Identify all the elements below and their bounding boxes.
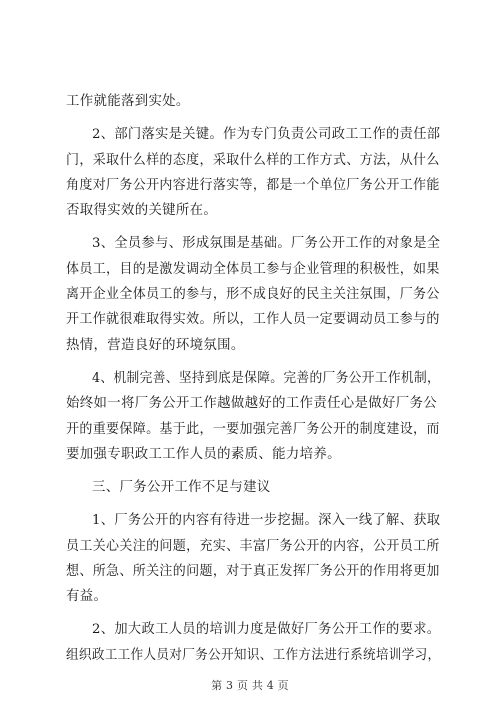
text-line: 员工关心关注的问题，充实、丰富厂务公开的内容，公开员工所 <box>66 539 440 554</box>
paragraph-start-line: 2、加大政工人员的培训力度是做好厂务公开工作的要求。 <box>92 622 441 637</box>
text-line: 开的重要保障。基于此，一要加强完善厂务公开的制度建设，而 <box>66 422 440 437</box>
text-line: 角度对厂务公开内容进行落实等，都是一个单位厂务公开工作能 <box>66 178 440 193</box>
text-line: 工作就能落到实处。 <box>66 94 190 109</box>
text-line: 热情，营造良好的环境氛围。 <box>66 338 245 353</box>
text-line: 离开企业全体员工的参与，形不成良好的民主关注氛围，厂务公 <box>66 287 440 302</box>
text-line: 开工作就很难取得实效。所以，工作人员一定要调动员工参与的 <box>66 312 440 327</box>
text-line: 体员工，目的是激发调动全体员工参与企业管理的积极性，如果 <box>66 262 440 277</box>
paragraph-start-line: 3、全员参与、形成氛围是基础。厂务公开工作的对象是全 <box>92 236 441 251</box>
text-line: 门，采取什么样的态度，采取什么样的工作方式、方法，从什么 <box>66 153 440 168</box>
text-line: 有益。 <box>66 589 108 604</box>
paragraph-start-line: 4、机制完善、坚持到底是保障。完善的厂务公开工作机制， <box>92 371 441 386</box>
text-line: 想、所急、所关注的问题，对于真正发挥厂务公开的作用将更加 <box>66 564 440 579</box>
page-number-footer: 第 3 页 共 4 页 <box>211 679 289 692</box>
text-line: 否取得实效的关键所在。 <box>66 203 218 218</box>
text-line: 组织政工工作人员对厂务公开知识、工作方法进行系统培训学习， <box>66 648 441 663</box>
paragraph-start-line: 1、厂务公开的内容有待进一步挖掘。深入一线了解、获取 <box>92 513 441 528</box>
paragraph-start-line: 2、部门落实是关键。作为专门负责公司政工工作的责任部 <box>92 127 441 142</box>
text-line: 要加强专职政工工作人员的素质、能力培养。 <box>66 447 341 462</box>
section-heading: 三、厂务公开工作不足与建议 <box>92 480 271 495</box>
text-line: 始终如一将厂务公开工作越做越好的工作责任心是做好厂务公 <box>66 396 437 411</box>
